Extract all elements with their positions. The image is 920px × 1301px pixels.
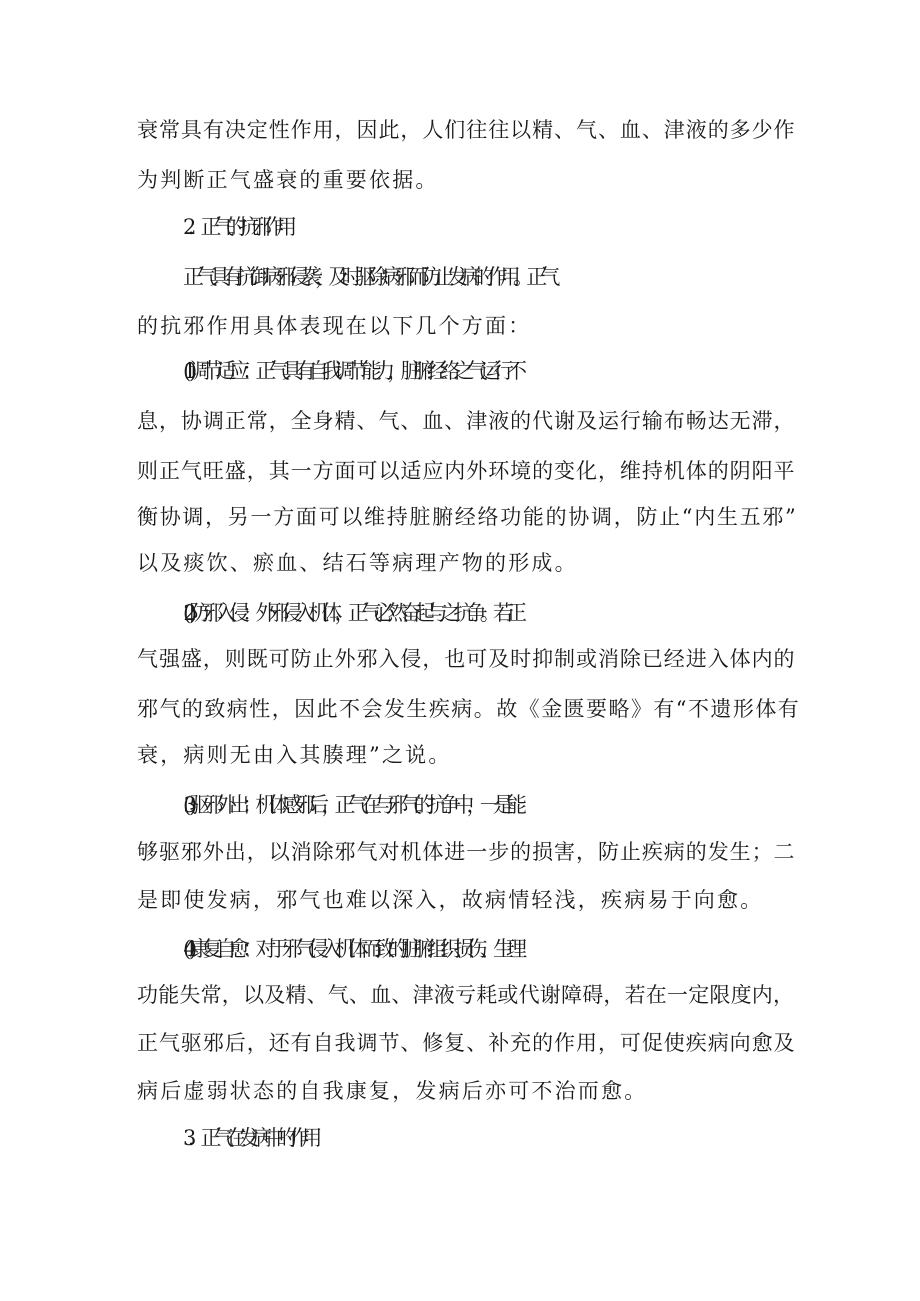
text-line: 是即使发病，邪气也难以深入，故病情轻浅，疾病易于向愈。 [137,888,764,912]
text-line: 正气驱邪后，还有自我调节、修复、补充的作用，可促使疾病向愈及 [137,1031,796,1055]
text-line: 的抗邪作用具体表现在以下几个方面： [137,314,532,338]
text-line: 息，协调正常，全身精、气、血、津液的代谢及运行输布畅达无滞， [137,409,796,433]
text-line: 衰，病则无由入其腠理”之说。 [137,743,452,767]
text-line: 够驱邪外出，以消除邪气对机体进一步的损害，防止疾病的发生；二 [137,840,796,864]
section-heading: 3．正气在发病中的作用 [183,1126,314,1150]
text-line: (4)康复自愈：对于邪气侵入机体而致的脏腑组织损伤、生理 [183,937,520,961]
text-line: 为判断正气盛衰的重要依据。 [137,168,439,192]
text-line: 气强盛，则既可防止外邪入侵，也可及时抑制或消除已经进入体内的 [137,647,796,671]
text-line: 以及痰饮、瘀血、结石等病理产物的形成。 [137,551,578,575]
text-line: 衰常具有决定性作用，因此，人们往往以精、气、血、津液的多少作 [137,118,796,142]
text-line: 衡协调，另一方面可以维持脏腑经络功能的协调，防止“内生五邪” [137,505,798,529]
text-line: 正气具有抗御病邪侵袭，及时驱除病邪而防止发病的作用。正气 [183,265,553,289]
text-line: 则正气旺盛，其一方面可以适应内外环境的变化，维持机体的阴阳平 [137,459,796,483]
text-line: (2)防邪入侵：外邪侵入机体，正气必然奋起与之抗争。若正 [183,601,520,625]
text-line: (1)调节适应：正气具有自我调节能力，脏腑经络之气运行不 [183,359,520,383]
section-heading: 2．正气的抗邪作用 [183,215,289,239]
text-line: 邪气的致病性，因此不会发生疾病。故《金匮要略》有“不遗形体有 [137,697,801,721]
text-line: 病后虚弱状态的自我康复，发病后亦可不治而愈。 [137,1079,648,1103]
text-line: (3)驱邪外出：机体感邪后，正气在与邪气的抗争中，一是能 [183,793,520,817]
text-line: 功能失常，以及精、气、血、津液亏耗或代谢障碍，若在一定限度内， [137,983,795,1007]
